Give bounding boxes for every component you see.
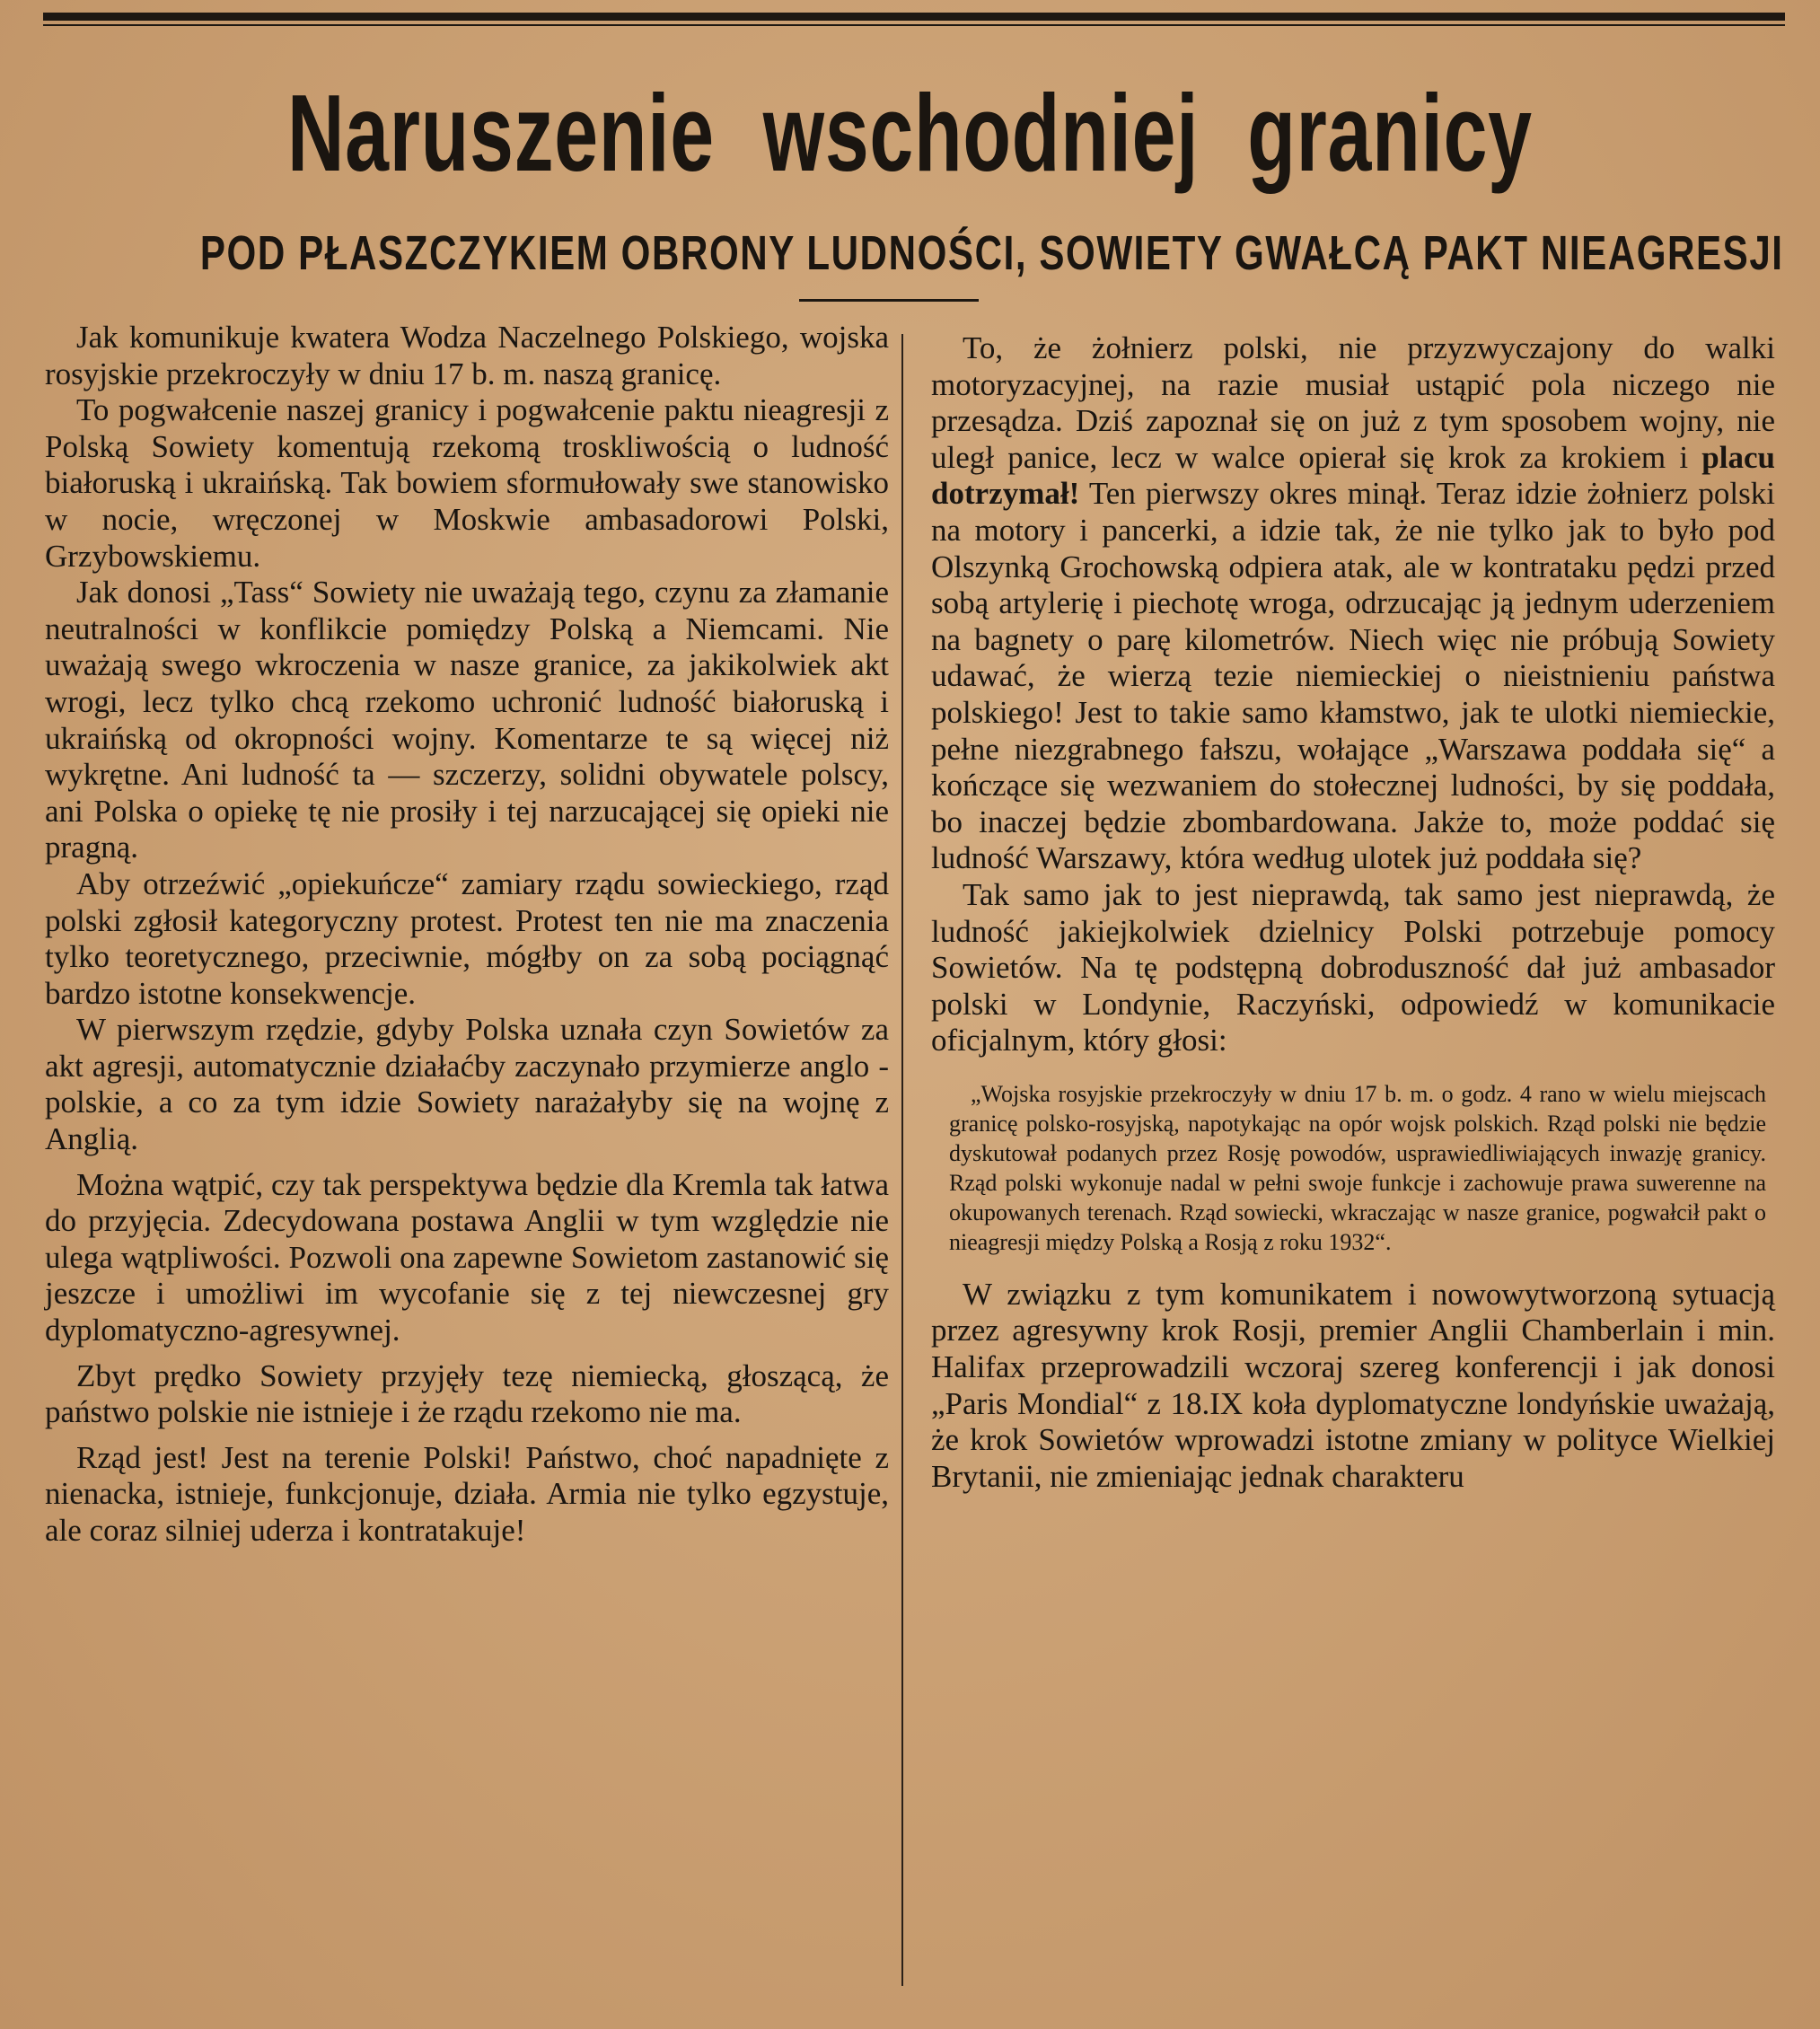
paragraph: Rząd jest! Jest na terenie Polski! Państwo, choć napadnięte z nienacka, istnieje, funkcjonuje, działa. Armia nie tylko egzystuje, ale coraz silniej uderza i kontratakuje! — [45, 1439, 889, 1548]
paragraph: Tak samo jak to jest nieprawdą, tak samo jest nieprawdą, że ludność jakiejkolwiek dzielnicy Polski potrzebuje pomocy Sowietów. Na tę podstępną dobroduszność dał już ambasador polski w Londynie, Raczyński, odpowiedź w komunikacie oficjalnym, który głosi: — [931, 876, 1775, 1058]
paragraph: W pierwszym rzędzie, gdyby Polska uznała czyn Sowietów za akt agresji, automatycznie działaćby zaczynało przymierze anglo - polskie, a co za tym idzie Sowiety narażałyby się na wojnę z Anglią. — [45, 1012, 889, 1157]
subheadline: POD PŁASZCZYKIEM OBRONY LUDNOŚCI, SOWIETY GWAŁCĄ PAKT NIEAGRESJI — [199, 226, 1784, 280]
paragraph: Można wątpić, czy tak perspektywa będzie dla Kremla tak łatwa do przyjęcia. Zdecydowana postawa Anglii w tym względzie nie ulega wątpliwości. Pozwoli ona zapewne Sowietom zastanowić się jeszcze i umożliwi im wycofanie się z tej niewczesnej gry dyplomatyczno-agresywnej. — [45, 1166, 889, 1348]
quoted-communique: „Wojska rosyjskie przekroczyły w dniu 17 b. m. o godz. 4 rano w wielu miejscach granicę polsko-rosyjską, napotykając na opór wojsk polskich. Rząd polski nie będzie dyskutował podanych przez Rosję powodów, usprawiedliwiających inwazję granicy. Rząd polski wykonuje nadal w pełni swoje funkcje i zachowuje prawa suwerenne na okupowanych terenach. Rząd sowiecki, wkraczając w nasze granice, pogwałcił pakt o nieagresji między Polską a Rosją z roku 1932“. — [949, 1080, 1766, 1255]
bold-phrase: placu dotrzymał! — [931, 439, 1775, 512]
paragraph: Jak donosi „Tass“ Sowiety nie uważają tego, czynu za złamanie neutralności w konflikcie pomiędzy Polską a Niemcami. Nie uważają swego wkroczenia w nasze granice, za jakikolwiek akt wrogi, lecz tylko chcą rzekomo uchronić ludność białoruską i ukraińską od okropności wojny. Komentarze te są więcej niż wykrętne. Ani ludność ta — szczerzy, solidni obywatele polscy, ani Polska o opiekę tę nie prosiły i tej narzucającej się opieki nie pragną. — [45, 575, 889, 865]
headline: Naruszenie wschodniej granicy — [286, 72, 1533, 194]
top-border-rule — [43, 13, 1785, 21]
paragraph: To pogwałcenie naszej granicy i pogwałcenie paktu nieagresji z Polską Sowiety komentują rzekomą troskliwością o ludność białoruską i ukraińską. Tak bowiem sformułowały swe stanowisko w nocie, wręczonej w Moskwie ambasadorowi Polski, Grzybowskiemu. — [45, 392, 889, 574]
top-border-thin-rule — [43, 24, 1785, 26]
paragraph: Jak komunikuje kwatera Wodza Naczelnego Polskiego, wojska rosyjskie przekroczyły w dniu 17 b. m. naszą granicę. — [45, 320, 889, 391]
left-column — [45, 320, 889, 1550]
column-divider — [901, 334, 903, 1986]
paragraph-text: To, że żołnierz polski, nie przyzwyczajony do walki motoryzacyjnej, na razie musiał ustąpić pola niczego nie przesądza. Dziś zapoznał się on już z tym sposobem wojny, nie uległ panice, lecz w walce opierał się krok za krokiem i — [931, 330, 1775, 475]
paragraph: Aby otrzeźwić „opiekuńcze“ zamiary rządu sowieckiego, rząd polski zgłosił kategoryczny protest. Protest ten nie ma znaczenia tylko teoretycznego, przeciwnie, mógłby on za sobą pociągnąć bardzo istotne konsekwencje. — [45, 865, 889, 1011]
paragraph-text: Ten pierwszy okres minął. Teraz idzie żołnierz polski na motory i pancerki, a idzie tak, że nie tylko jak to było pod Olszynką Grochowską odpiera atak, ale w kontrataku pędzi przed sobą artylerię i piechotę wroga, odrzucając ją jednym uderzeniem na bagnety o parę kilometrów. Niech więc nie próbują Sowiety udawać, że wierzą tezie niemieckiej o nieistnieniu państwa polskiego! Jest to takie samo kłamstwo, jak te ulotki niemieckie, pełne niezgrabnego fałszu, wołające „Warszawa poddała się“ a kończące się wezwaniem do stołecznej ludności, by się poddała, bo inaczej będzie zbombardowana. Jakże to, może poddać się ludność Warszawy, która według ulotek już poddała się? — [931, 476, 1775, 876]
paragraph — [931, 330, 1775, 877]
headline-divider — [799, 299, 979, 302]
paragraph: W związku z tym komunikatem i nowowytworzoną sytuacją przez agresywny krok Rosji, premier Anglii Chamberlain i min. Halifax przeprowadzili wczoraj szereg konferencji i jak donosi „Paris Mondial“ z 18.IX koła dyplomatyczne londyńskie uważają, że krok Sowietów wprowadzi istotne zmiany w polityce Wielkiej Brytanii, nie zmieniając jednak charakteru — [931, 1276, 1775, 1494]
paragraph: Zbyt prędko Sowiety przyjęły tezę niemiecką, głoszącą, że państwo polskie nie istnieje i że rządu rzekomo nie ma. — [45, 1357, 889, 1430]
right-column — [931, 330, 1775, 1495]
